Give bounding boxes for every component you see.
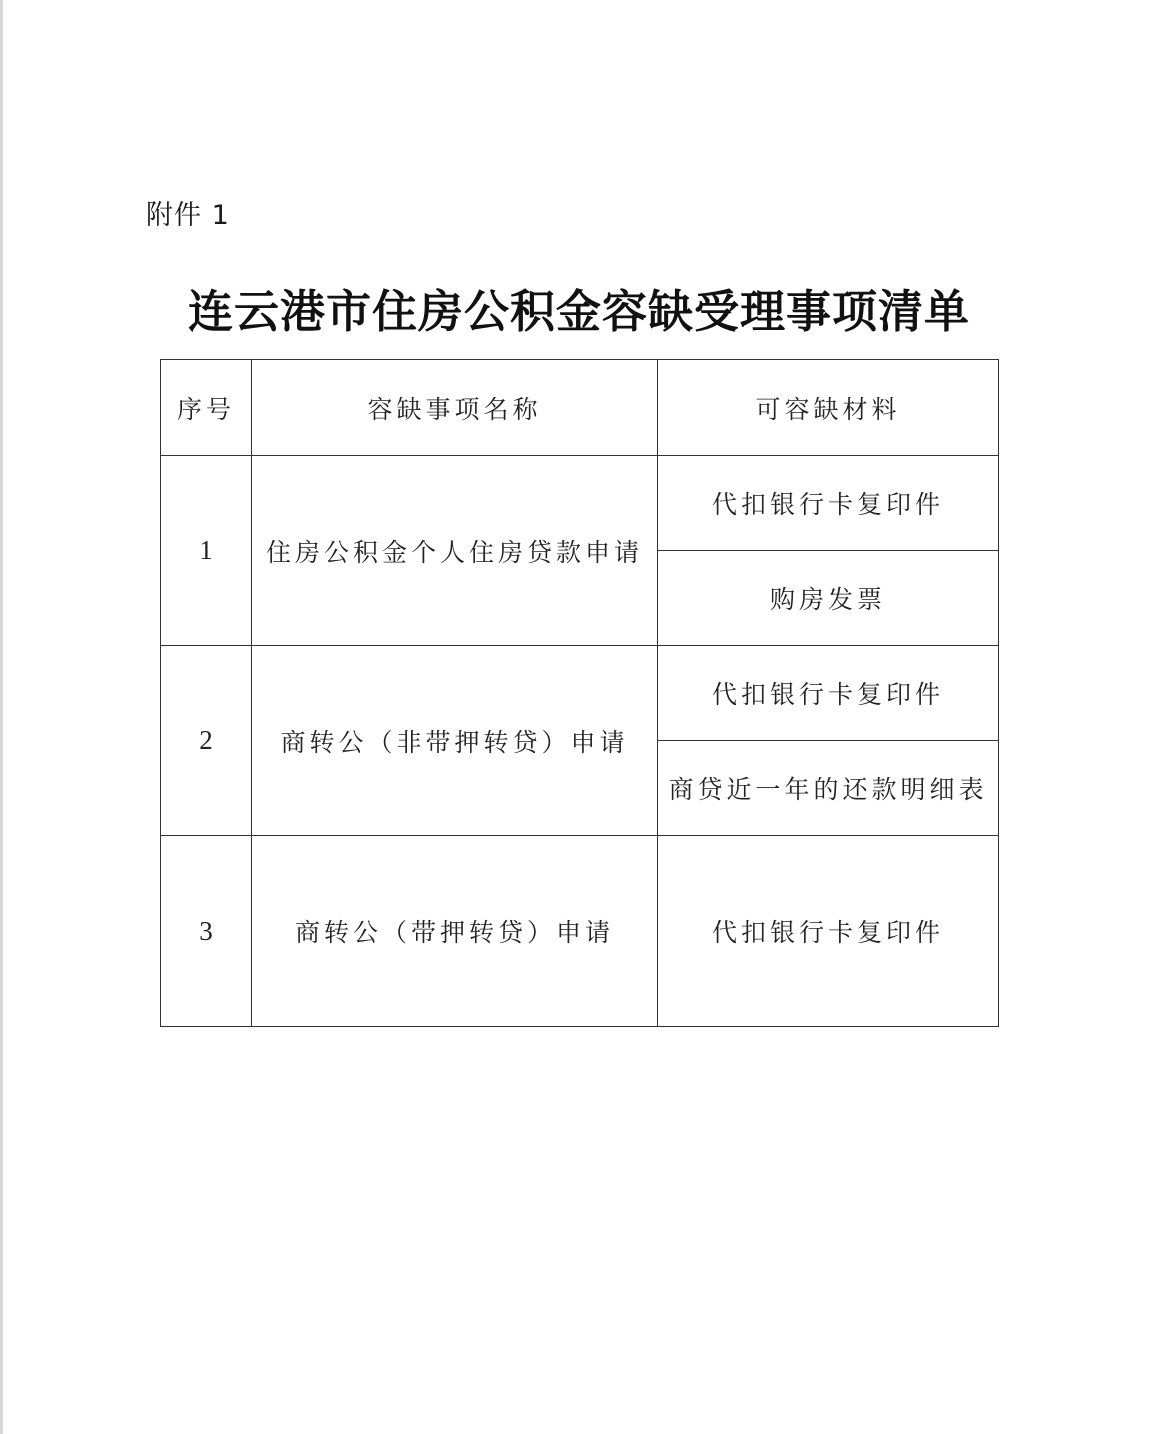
document-title: 连云港市住房公积金容缺受理事项清单 <box>187 285 970 338</box>
header-materials: 可容缺材料 <box>658 360 999 456</box>
attachment-label: 附件 1 <box>146 200 230 231</box>
row-item-name: 商转公（非带押转贷）申请 <box>252 646 658 836</box>
page-edge <box>0 0 3 1434</box>
row-material: 代扣银行卡复印件 <box>658 836 999 1027</box>
table-row <box>161 646 999 741</box>
row-material: 代扣银行卡复印件 <box>658 646 999 741</box>
table-row <box>161 456 999 551</box>
fault-tolerance-checklist-table <box>160 359 999 1027</box>
header-item-name: 容缺事项名称 <box>252 360 658 456</box>
row-material: 代扣银行卡复印件 <box>658 456 999 551</box>
table-row <box>161 836 999 1027</box>
table-header-row <box>161 360 999 456</box>
row-index: 2 <box>161 646 252 836</box>
header-index: 序号 <box>161 360 252 456</box>
row-index: 3 <box>161 836 252 1027</box>
row-item-name: 住房公积金个人住房贷款申请 <box>252 456 658 646</box>
row-item-name: 商转公（带押转贷）申请 <box>252 836 658 1027</box>
row-material: 商贷近一年的还款明细表 <box>658 741 999 836</box>
row-material: 购房发票 <box>658 551 999 646</box>
row-index: 1 <box>161 456 252 646</box>
